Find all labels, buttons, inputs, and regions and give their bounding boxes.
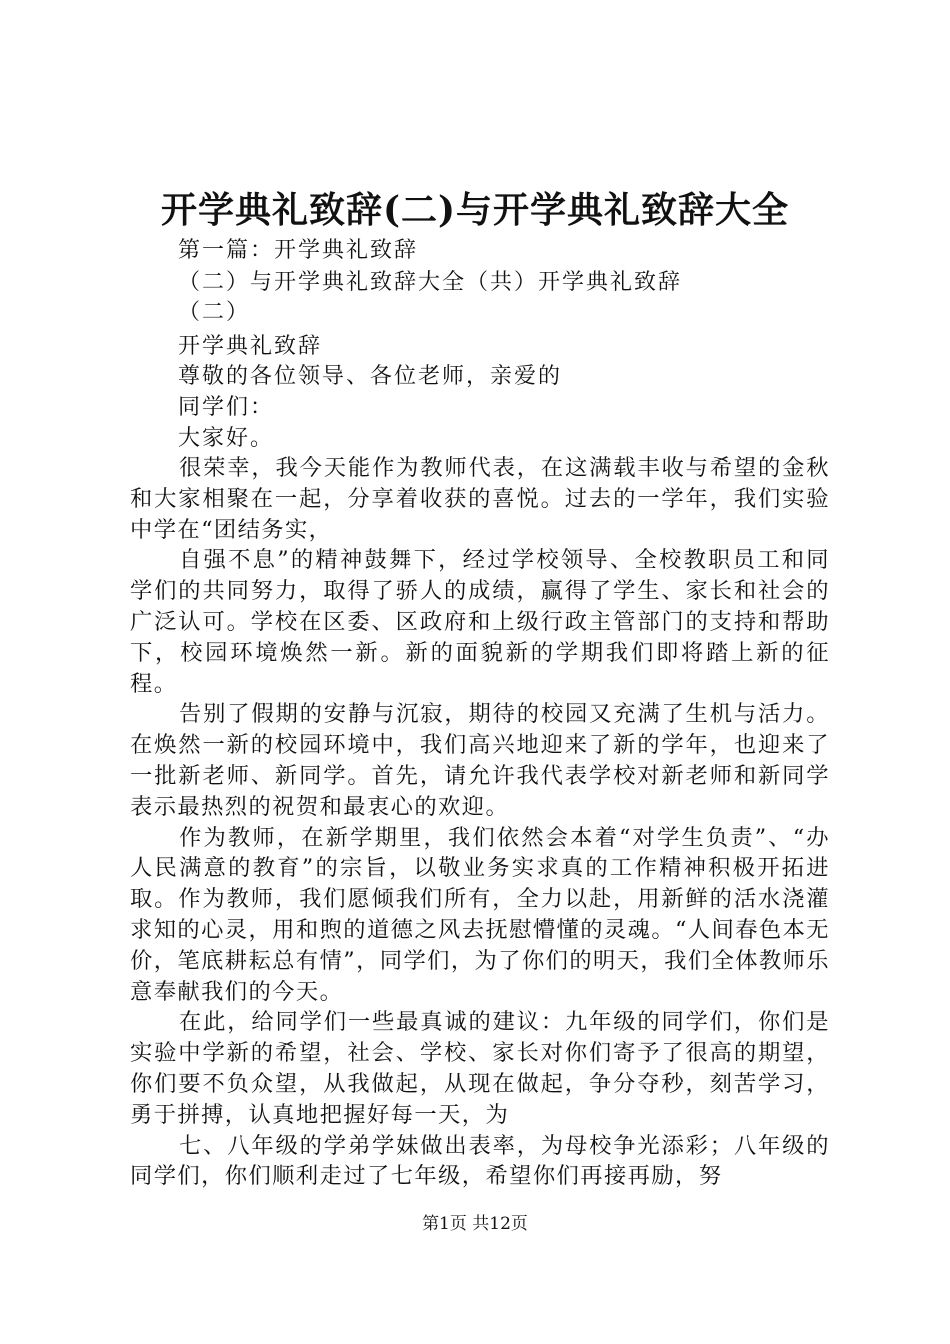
- paragraph: 七、八年级的学弟学妹做出表率，为母校争光添彩；八年级的同学们，你们顺利走过了七年级，希望你们再接再励，努: [130, 1132, 830, 1190]
- document-title: 开学典礼致辞(二)与开学典礼致辞大全: [160, 189, 790, 231]
- speech-heading: 开学典礼致辞: [178, 334, 323, 359]
- salutation-line: 同学们：: [178, 395, 275, 420]
- paragraph: 很荣幸，我今天能作为教师代表，在这满载丰收与希望的金秋和大家相聚在一起，分享着收获的喜悦。过去的一学年，我们实验中学在“团结务实，: [130, 455, 830, 543]
- speech-body: [130, 453, 830, 1192]
- paragraph: 在此，给同学们一些最真诚的建议：九年级的同学们，你们是实验中学新的希望，社会、学校、家长对你们寄予了很高的期望，你们要不负众望，从我做起，从现在做起，争分夺秒，刻苦学习，勇于拼搏，认真地把握好每一天，为: [130, 1009, 830, 1128]
- paragraph: 作为教师，在新学期里，我们依然会本着“对学生负责”、“办人民满意的教育”的宗旨，以敬业务实求真的工作精神积极开拓进取。作为教师，我们愿倾我们所有，全力以赴，用新鲜的活水浇灌求知的心灵，用和煦的道德之风去抚慰懵懂的灵魂。“人间春色本无价，笔底耕耘总有情”，同学们，为了你们的明天，我们全体教师乐意奉献我们的今天。: [130, 824, 831, 1005]
- paragraph: 自强不息”的精神鼓舞下，经过学校领导、全校教职员工和同学们的共同努力，取得了骄人的成绩，赢得了学生、家长和社会的广泛认可。学校在区委、区政府和上级行政主管部门的支持和帮助下，校园环境焕然一新。新的面貌新的学期我们即将踏上新的征程。: [130, 547, 830, 697]
- salutation-line: 尊敬的各位领导、各位老师，亲爱的: [178, 364, 563, 389]
- greeting-line: 大家好。: [178, 426, 275, 451]
- page-footer: 第1页 共12页: [422, 1214, 528, 1234]
- subtitle-line: （二）与开学典礼致辞大全（共）开学典礼致辞: [178, 270, 683, 295]
- section-heading: 第一篇：开学典礼致辞: [178, 238, 419, 263]
- subtitle-line: （二）: [178, 300, 251, 325]
- paragraph: 告别了假期的安静与沉寂，期待的校园又充满了生机与活力。在焕然一新的校园环境中，我们高兴地迎来了新的学年，也迎来了一批新老师、新同学。首先，请允许我代表学校对新老师和新同学表示最热烈的祝贺和最衷心的欢迎。: [130, 701, 830, 820]
